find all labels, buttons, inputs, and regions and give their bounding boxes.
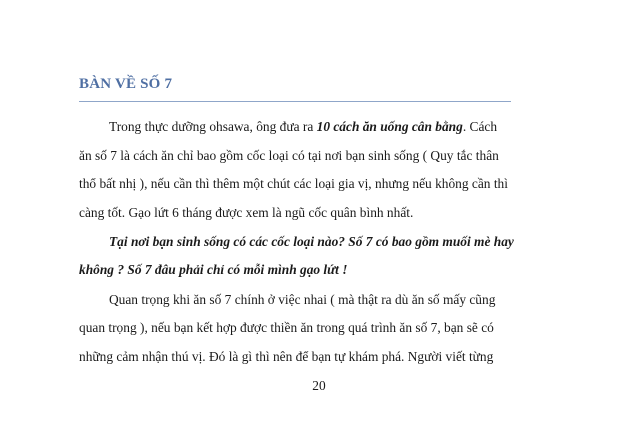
paragraph-3-line-2: quan trọng ), nếu bạn kết hợp được thiền ăn trong quá trình ăn số 7, bạn sẽ có [79, 320, 494, 335]
paragraph-1-line-1-pre: Trong thực dưỡng ohsawa, ông đưa ra [109, 119, 317, 134]
section-heading: BÀN VỀ SỐ 7 [79, 76, 173, 92]
paragraph-2-line-2: không ? Số 7 đâu phải chỉ có mỗi mình gạo lứt ! [79, 262, 348, 277]
paragraph-1-emphasis: 10 cách ăn uống cân bằng [316, 119, 463, 134]
paragraph-1-line-1 [109, 119, 497, 135]
paragraph-1-line-4: càng tốt. Gạo lứt 6 tháng được xem là ngũ cốc quân bình nhất. [79, 205, 414, 220]
paragraph-2-line-1: Tại nơi bạn sinh sống có các cốc loại nào? Số 7 có bao gồm muối mè hay [109, 234, 514, 249]
paragraph-1-line-1-post: . Cách [462, 119, 498, 134]
heading-underline [79, 101, 511, 102]
paragraph-3-line-1: Quan trọng khi ăn số 7 chính ở việc nhai ( mà thật ra dù ăn số mấy cũng [109, 292, 496, 307]
page-number: 20 [312, 378, 326, 393]
paragraph-1-line-3: thổ bất nhị ), nếu cần thì thêm một chút các loại gia vị, nhưng nếu không cần thì [79, 176, 508, 191]
paragraph-1-line-2: ăn số 7 là cách ăn chỉ bao gồm cốc loại có tại nơi bạn sinh sống ( Quy tắc thân [79, 148, 499, 163]
paragraph-3-line-3: những cảm nhận thú vị. Đó là gì thì nên để bạn tự khám phá. Người viết từng [79, 349, 494, 364]
